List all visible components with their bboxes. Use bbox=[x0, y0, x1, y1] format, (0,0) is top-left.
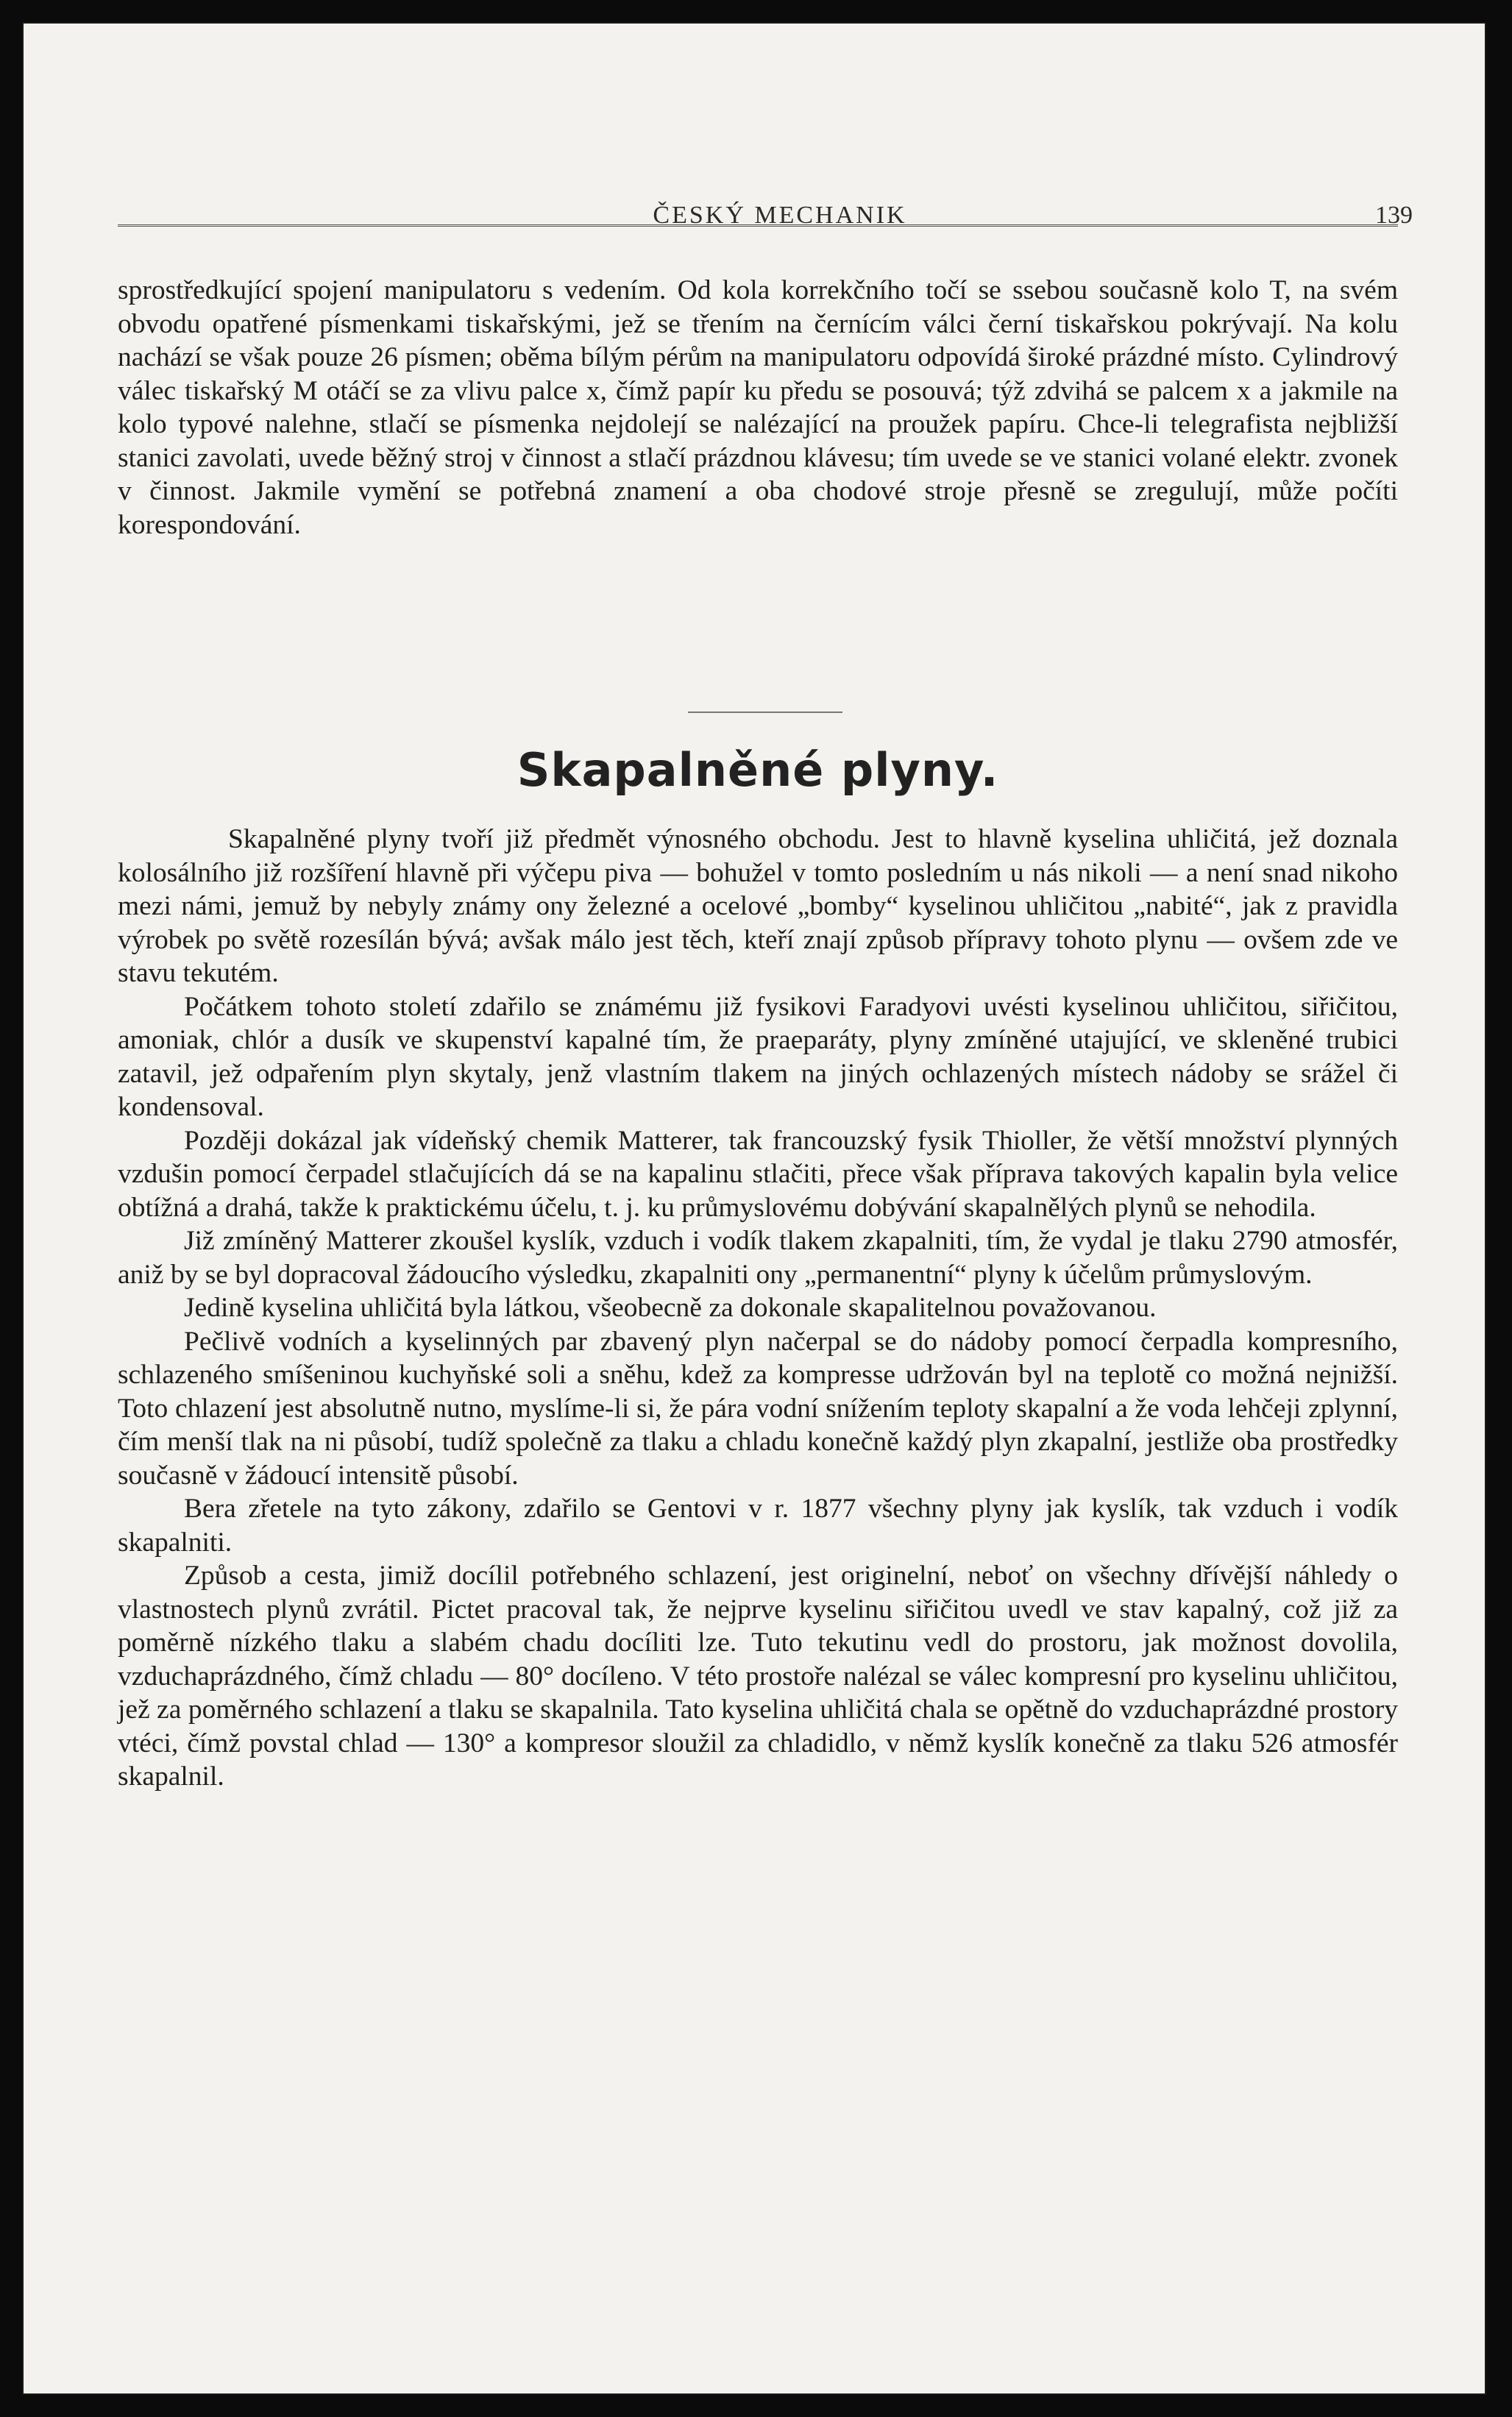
intro-paragraph: sprostředkující spojení manipulatoru s vedením. Od kola korrekčního točí se ssebou současně kolo T, na svém obvodu opatřené písmenkami tiskařskými, jež se třením na černícím válci černí tiskařskou pokrývají. Na kolu nachází se však pouze 26 písmen; oběma bílým pérům na manipulatoru odpovídá široké prázdné místo. Cylindrový válec tiskařský M otáčí se za vlivu palce x, čímž papír ku předu se posouvá; týž zdvihá se palcem x a jakmile na kolo typové nalehne, stlačí se písmenka nejdolejí se nalézající na proužek papíru. Chce-li telegrafista nejbližší stanici zavolati, uvede běžný stroj v činnost a stlačí prázdnou klávesu; tím uvede se ve stanici volané elektr. zvonek v činnost. Jakmile vymění se potřebná znamení a oba chodové stroje přesně se zregulují, může počíti korespondování. bbox=[118, 275, 1398, 540]
journal-title: ČESKÝ MECHANIK bbox=[653, 202, 907, 229]
section-heading: Skapalněné plyny. bbox=[517, 743, 999, 797]
header-rule bbox=[118, 224, 1398, 227]
paragraph: Způsob a cesta, jimiž docílil potřebného schlazení, jest originelní, neboť on všechny dřívější náhledy o vlastnostech plynů zvrátil. Pictet pracoval tak, že nejprve kyselinu siřičitou uvedl ve stav kapalný, což již za poměrně nízkého tlaku a slabém chadu docíliti lze. Tuto tekutinu vedl do prostoru, jak možnost dovolila, vzduchaprázdného, čímž chladu — 80° docíleno. V této prostoře nalézal se válec kompresní pro kyselinu uhličitou, jež za poměrného schlazení a tlaku se skapalnila. Tato kyselina uhličitá chala se opětně do vzduchaprázdné prostory vtéci, čímž povstal chlad — 130° a kompresor sloužil za chladidlo, v němž kyslík konečně za tlaku 526 atmosfér skapalnil. bbox=[118, 1561, 1398, 1792]
paragraph: Pečlivě vodních a kyselinných par zbavený plyn načerpal se do nádoby pomocí čerpadla kompresního, schlazeného smíšeninou kuchyňské soli a sněhu, kdež za kompresse udržován byl na teplotě co možná nejnižší. Toto chlazení jest absolutně nutno, myslíme-li si, že pára vodní snížením teploty skapalní a že voda lehčeji zplynní, čím menší tlak na ni působí, tudíž společně za tlaku a chladu konečně každý plyn zkapalní, jestliže oba prostředky současně v žádoucí intensitě působí. bbox=[118, 1326, 1398, 1491]
paragraph: Počátkem tohoto století zdařilo se známému již fysikovi Faradyovi uvésti kyselinou uhličitou, siřičitou, amoniak, chlór a dusík ve skupenství kapalné tím, že praeparáty, plyny zmíněné utajující, ve skleněné trubici zatavil, jež odpařením plyn skytaly, jenž vlastním tlakem na jiných ochlazených místech nádoby se srážel či kondensoval. bbox=[118, 991, 1398, 1122]
paragraph: Později dokázal jak vídeňský chemik Matterer, tak francouzský fysik Thioller, že větší množství plynných vzdušin pomocí čerpadel stlačujících dá se na kapalinu stlačiti, přece však příprava takových kapalin byla velice obtížná a drahá, takže k praktickému účelu, t. j. ku průmyslovému dobývání skapalnělých plynů se nehodila. bbox=[118, 1125, 1398, 1223]
running-header bbox=[140, 193, 1420, 237]
paragraph: Jedině kyselina uhličitá byla látkou, všeobecně za dokonale skapalitelnou považovanou. bbox=[184, 1293, 1157, 1323]
section-divider bbox=[688, 711, 842, 713]
continued-text bbox=[118, 274, 1398, 542]
paragraph: Bera zřetele na tyto zákony, zdařilo se Gentovi v r. 1877 všechny plyny jak kyslík, tak vzduch i vodík skapalniti. bbox=[118, 1494, 1398, 1558]
page-number: 139 bbox=[1375, 202, 1413, 229]
paragraph: Skapalněné plyny tvoří již předmět výnosného obchodu. Jest to hlavně kyselina uhličitá, jež doznala kolosálního již rozšíření hlavně při výčepu piva — bohužel v tomto posledním u nás nikoli — a není snad nikoho mezi námi, jemuž by nebyly známy ony železné a ocelové „bomby“ kyselinou uhličitou „nabité“, jak z pravidla výrobek po světě rozesílán bývá; avšak málo jest těch, kteří znají způsob přípravy tohoto plynu — ovšem zde ve stavu tekutém. bbox=[118, 824, 1398, 988]
paragraph: Již zmíněný Matterer zkoušel kyslík, vzduch i vodík tlakem zkapalniti, tím, že vydal je tlaku 2790 atmosfér, aniž by se byl dopracoval žádoucího výsledku, zkapalniti ony „permanentní“ plyny k účelům průmyslovým. bbox=[118, 1226, 1398, 1290]
article-body bbox=[118, 823, 1398, 1794]
